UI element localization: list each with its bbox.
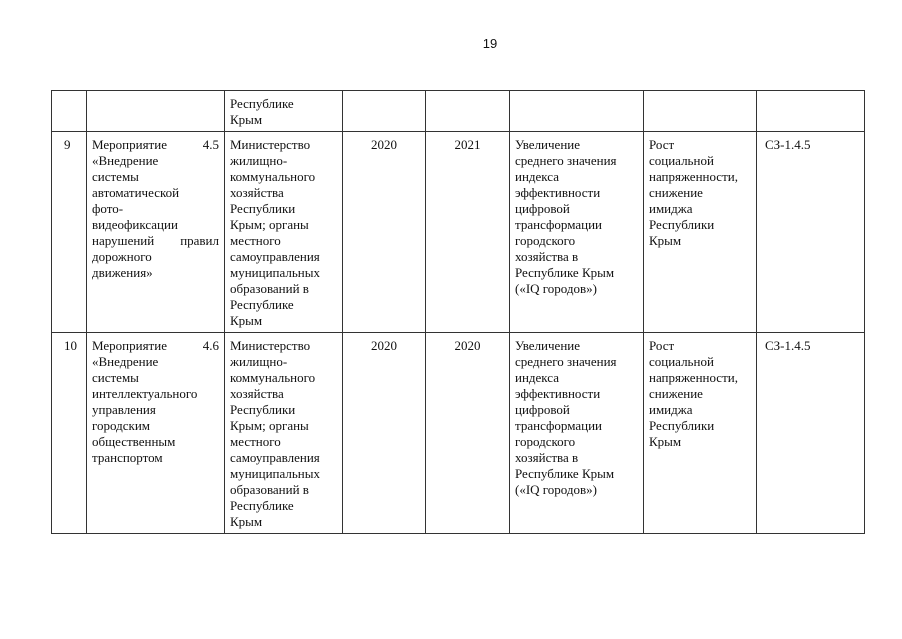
result-line: эффективности: [515, 185, 601, 200]
result-line: городского: [515, 233, 576, 248]
responsible-line: Республике: [230, 96, 294, 111]
measure-line: движения»: [92, 265, 153, 280]
measure-code: 4.5: [202, 137, 219, 152]
cell-year-end: 2020: [426, 333, 510, 534]
effect-line: социальной: [649, 354, 714, 369]
cell-result: [510, 132, 644, 333]
responsible-line: Республики: [230, 201, 296, 216]
cell-measure-name: [87, 132, 225, 333]
table-row: [52, 132, 865, 333]
effect-line: имиджа: [649, 201, 693, 216]
cell-effect: [644, 333, 757, 534]
result-line: цифровой: [515, 201, 570, 216]
responsible-line: образований в: [230, 281, 309, 296]
measure-line: дорожного: [92, 249, 152, 264]
effect-line: Рост: [649, 137, 675, 152]
measure-word: Мероприятие: [92, 338, 167, 353]
cell-year-start: 2020: [343, 132, 426, 333]
responsible-line: самоуправления: [230, 249, 320, 264]
effect-line: Рост: [649, 338, 675, 353]
cell-measure-name: [87, 333, 225, 534]
cell-result: [510, 91, 644, 132]
result-line: городского: [515, 434, 576, 449]
result-line: хозяйства в: [515, 249, 579, 264]
cell-year-start: 2020: [343, 333, 426, 534]
cell-year-end: [426, 91, 510, 132]
result-line: Увеличение: [515, 137, 581, 152]
measure-line: системы: [92, 370, 139, 385]
measure-line: общественным: [92, 434, 176, 449]
cell-indicator: [757, 91, 865, 132]
measure-word: правил: [180, 233, 219, 248]
cell-year-end: 2021: [426, 132, 510, 333]
cell-year-start: [343, 91, 426, 132]
measure-line: [92, 233, 219, 249]
result-line: («IQ городов»): [515, 281, 598, 296]
measure-line: транспортом: [92, 450, 163, 465]
result-line: индекса: [515, 169, 559, 184]
effect-line: напряженности,: [649, 370, 738, 385]
result-line: среднего значения: [515, 354, 617, 369]
responsible-line: образований в: [230, 482, 309, 497]
responsible-line: коммунального: [230, 370, 316, 385]
effect-line: имиджа: [649, 402, 693, 417]
result-line: эффективности: [515, 386, 601, 401]
effect-line: Республики: [649, 217, 715, 232]
cell-number: 9: [52, 132, 87, 333]
responsible-line: Крым; органы: [230, 217, 309, 232]
measures-table: [51, 90, 865, 534]
result-line: Увеличение: [515, 338, 581, 353]
table-row-continuation: [52, 91, 865, 132]
cell-number: [52, 91, 87, 132]
measure-line: системы: [92, 169, 139, 184]
result-line: трансформации: [515, 217, 603, 232]
cell-responsible: [225, 333, 343, 534]
measure-title-line: [92, 137, 219, 153]
table-row: [52, 333, 865, 534]
responsible-line: коммунального: [230, 169, 316, 184]
result-line: хозяйства в: [515, 450, 579, 465]
responsible-line: Крым: [230, 514, 263, 529]
responsible-line: Министерство: [230, 137, 311, 152]
measure-title-line: [92, 338, 219, 354]
measure-code: 4.6: [202, 338, 219, 353]
result-line: цифровой: [515, 402, 570, 417]
responsible-line: Крым: [230, 112, 263, 127]
page-number: 19: [482, 36, 498, 51]
responsible-line: Министерство: [230, 338, 311, 353]
responsible-line: жилищно-: [230, 153, 288, 168]
measure-line: управления: [92, 402, 156, 417]
result-line: Республике Крым: [515, 265, 615, 280]
responsible-line: хозяйства: [230, 386, 284, 401]
responsible-line: Республики: [230, 402, 296, 417]
measure-word: нарушений: [92, 233, 155, 248]
responsible-line: самоуправления: [230, 450, 320, 465]
measure-line: автоматической: [92, 185, 180, 200]
responsible-line: муниципальных: [230, 466, 321, 481]
responsible-line: местного: [230, 434, 281, 449]
result-line: («IQ городов»): [515, 482, 598, 497]
responsible-line: Республике: [230, 498, 294, 513]
cell-indicator: СЗ-1.4.5: [757, 333, 865, 534]
measure-word: Мероприятие: [92, 137, 167, 152]
cell-indicator: СЗ-1.4.5: [757, 132, 865, 333]
effect-line: социальной: [649, 153, 714, 168]
effect-line: Крым: [649, 434, 682, 449]
measure-line: фото-: [92, 201, 124, 216]
cell-effect: [644, 91, 757, 132]
measure-line: «Внедрение: [92, 153, 159, 168]
effect-line: Крым: [649, 233, 682, 248]
responsible-line: Республике: [230, 297, 294, 312]
result-line: индекса: [515, 370, 559, 385]
responsible-line: хозяйства: [230, 185, 284, 200]
cell-responsible: [225, 91, 343, 132]
responsible-line: муниципальных: [230, 265, 321, 280]
responsible-line: жилищно-: [230, 354, 288, 369]
cell-number: 10: [52, 333, 87, 534]
cell-effect: [644, 132, 757, 333]
effect-line: Республики: [649, 418, 715, 433]
responsible-line: Крым; органы: [230, 418, 309, 433]
result-line: среднего значения: [515, 153, 617, 168]
measure-line: интеллектуального: [92, 386, 198, 401]
responsible-line: Крым: [230, 313, 263, 328]
cell-result: [510, 333, 644, 534]
responsible-line: местного: [230, 233, 281, 248]
effect-line: снижение: [649, 185, 703, 200]
cell-responsible: [225, 132, 343, 333]
result-line: Республике Крым: [515, 466, 615, 481]
cell-measure-name: [87, 91, 225, 132]
measure-line: видеофиксации: [92, 217, 178, 232]
effect-line: снижение: [649, 386, 703, 401]
measure-line: городским: [92, 418, 151, 433]
effect-line: напряженности,: [649, 169, 738, 184]
result-line: трансформации: [515, 418, 603, 433]
measure-line: «Внедрение: [92, 354, 159, 369]
